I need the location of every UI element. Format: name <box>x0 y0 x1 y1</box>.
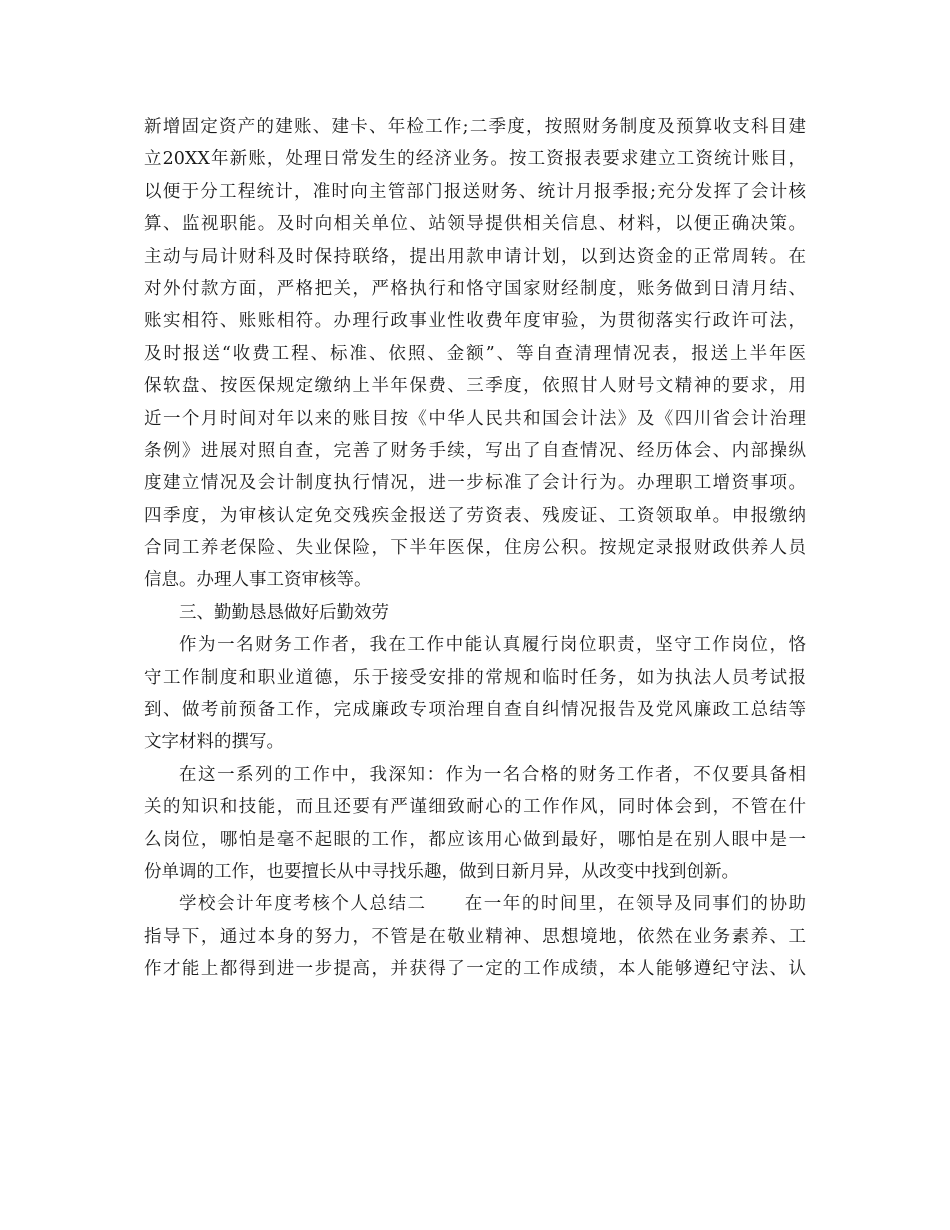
text-line: 四季度，为审核认定免交残疾金报送了劳资表、残废证、工资领取单。申报缴纳 <box>144 505 806 526</box>
text-line: 度建立情况及会计制度执行情况，进一步标准了会计行为。办理职工增资事项。 <box>144 473 806 494</box>
body-text <box>144 111 806 986</box>
text-line: 到、做考前预备工作，完成廉政专项治理自查自纠情况报告及党风廉政工总结等 <box>144 700 806 721</box>
text-line: 在这一系列的工作中，我深知：作为一名合格的财务工作者，不仅要具备相 <box>179 764 806 785</box>
text-line: 账实相符、账账相符。办理行政事业性收费年度审验，为贯彻落实行政许可法， <box>144 311 806 332</box>
text-line: 及时报送“收费工程、标准、依照、金额”、等自查清理情况表，报送上半年医 <box>144 343 806 364</box>
text-line: 么岗位，哪怕是毫不起眼的工作，都应该用心做到最好，哪怕是在别人眼中是一 <box>144 829 806 850</box>
text-line: 对外付款方面，严格把关，严格执行和恪守国家财经制度，账务做到日清月结、 <box>144 278 806 299</box>
text-line: 立20XX年新账，处理日常发生的经济业务。按工资报表要求建立工资统计账目， <box>144 149 806 170</box>
text-line: 条例》进展对照自查，完善了财务手续，写出了自查情况、经历体会、内部操纵 <box>144 440 806 461</box>
text-line: 守工作制度和职业道德，乐于接受安排的常规和临时任务，如为执法人员考试报 <box>144 667 806 688</box>
text-line: 保软盘、按医保规定缴纳上半年保费、三季度，依照甘人财号文精神的要求，用 <box>144 376 806 397</box>
text-line: 主动与局计财科及时保持联络，提出用款申请计划，以到达资金的正常周转。在 <box>144 246 806 267</box>
text-line: 学校会计年度考核个人总结二 在一年的时间里，在领导及同事们的协助 <box>179 894 806 915</box>
text-line: 份单调的工作，也要擅长从中寻找乐趣，做到日新月异，从改变中找到创新。 <box>144 861 739 882</box>
text-line: 指导下，通过本身的努力，不管是在敬业精神、思想境地，依然在业务素养、工 <box>144 926 806 947</box>
text-line: 三、勤勤恳恳做好后勤效劳 <box>179 602 389 623</box>
text-line: 关的知识和技能，而且还要有严谨细致耐心的工作作风，同时体会到，不管在什 <box>144 797 806 818</box>
text-line: 作为一名财务工作者，我在工作中能认真履行岗位职责，坚守工作岗位，恪 <box>179 635 806 656</box>
text-line: 合同工养老保险、失业保险，下半年医保，住房公积。按规定录报财政供养人员 <box>144 538 806 559</box>
text-line: 算、监视职能。及时向相关单位、站领导提供相关信息、材料，以便正确决策。 <box>144 214 806 235</box>
text-line: 作才能上都得到进一步提高，并获得了一定的工作成绩，本人能够遵纪守法、认 <box>144 959 806 980</box>
text-line: 近一个月时间对年以来的账目按《中华人民共和国会计法》及《四川省会计治理 <box>144 408 806 429</box>
text-line: 以便于分工程统计，准时向主管部门报送财务、统计月报季报;充分发挥了会计核 <box>144 181 806 202</box>
text-line: 文字材料的撰写。 <box>144 732 284 753</box>
text-line: 信息。办理人事工资审核等。 <box>144 570 372 591</box>
text-line: 新增固定资产的建账、建卡、年检工作;二季度，按照财务制度及预算收支科目建 <box>144 117 806 137</box>
